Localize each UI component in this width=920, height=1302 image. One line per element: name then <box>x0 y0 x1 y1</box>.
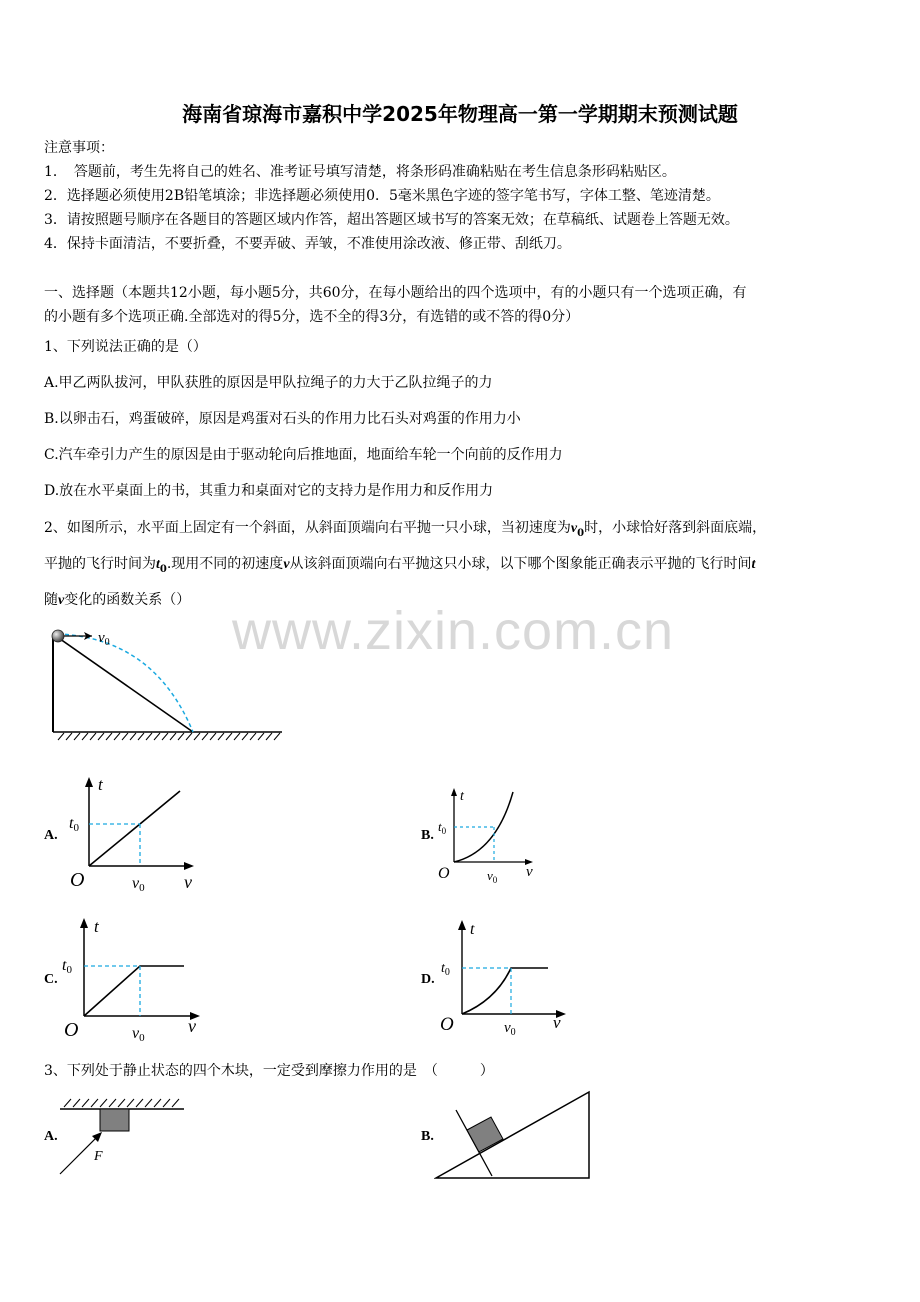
svg-text:t: t <box>94 917 99 936</box>
svg-text:t0: t0 <box>69 815 79 834</box>
option-a-label: A. <box>44 828 58 843</box>
incline-figure <box>44 622 294 746</box>
svg-text:t: t <box>460 789 464 804</box>
question-1-option-b: B.以卵击石，鸡蛋破碎，原因是鸡蛋对石头的作用力比石头对鸡蛋的作用力小 <box>44 411 521 427</box>
svg-text:v0: $v_0$ <box>504 1020 516 1038</box>
question-1-option-a: A.甲乙两队拔河，甲队获胜的原因是甲队拉绳子的力大于乙队拉绳子的力 <box>44 375 493 391</box>
svg-text:v: v <box>188 1016 196 1036</box>
page-title: 海南省琼海市嘉积中学2025年物理高一第一学期期末预测试题 <box>182 102 738 126</box>
notice-item: 3．请按照题号顺序在各题目的答题区域内作答，超出答题区域书写的答案无效；在草稿纸、试题卷上答题无效。 <box>44 212 739 228</box>
section-header: 的小题有多个选项正确.全部选对的得5分，选不全的得3分，有选错的或不答的得0分） <box>44 309 580 325</box>
wood-block <box>467 1117 503 1152</box>
notice-item: 1． 答题前，考生先将自己的姓名、准考证号填写清楚，将条形码准确粘贴在考生信息条形码粘贴区。 <box>44 164 676 180</box>
svg-text:F: F <box>94 1149 103 1164</box>
question-3-stem: 3、下列处于静止状态的四个木块，一定受到摩擦力作用的是 （ ） <box>44 1063 494 1079</box>
svg-text:O: O <box>440 1014 454 1035</box>
graph-b <box>434 784 544 888</box>
graph-d <box>438 914 570 1038</box>
svg-text:t0: $t_0$ <box>438 819 447 836</box>
option-b-label: B. <box>421 828 434 843</box>
svg-text:O: O <box>64 1019 79 1041</box>
svg-text:t0: $t_0$ <box>441 961 450 978</box>
force-arrow <box>60 1136 98 1174</box>
svg-text:v0: v0 <box>132 1025 145 1042</box>
graph-c-curve <box>84 966 184 1016</box>
svg-text:O: O <box>438 865 450 882</box>
q3-figure-b <box>434 1090 592 1182</box>
svg-text:O: O <box>70 869 85 891</box>
wood-block <box>100 1109 129 1131</box>
question-2-stem: 平抛的飞行时间为$t_0$.现用不同的初速度v从该斜面顶端向右平抛这只小球，以下哪个图象能正确表示平抛的飞行时间t <box>44 556 756 575</box>
svg-text:t0: t0 <box>62 957 72 976</box>
option-c-label: C. <box>44 972 58 987</box>
option-d-label: D. <box>421 972 435 987</box>
question-2-stem: 随v变化的函数关系（） <box>44 592 191 608</box>
graph-a-curve <box>89 791 180 866</box>
graph-c <box>62 912 204 1042</box>
svg-text:t: t <box>470 921 475 938</box>
svg-text:v: v <box>184 872 192 892</box>
question-1-option-c: C.汽车牵引力产生的原因是由于驱动轮向后推地面，地面给车轮一个向前的反作用力 <box>44 447 563 463</box>
q3-option-a-label: A. <box>44 1129 58 1144</box>
watermark: www.zixin.com.cn <box>232 601 675 661</box>
graph-a <box>62 772 204 896</box>
svg-text:v: v <box>526 864 533 880</box>
notice-heading: 注意事项： <box>44 140 114 156</box>
question-1-stem: 1、下列说法正确的是（） <box>44 339 207 355</box>
svg-text:t: t <box>98 775 103 794</box>
notice-item: 2．选择题必须使用2B铅笔填涂；非选择题必须使用0．5毫米黑色字迹的签字笔书写，字体工整、笔迹清楚。 <box>44 188 720 204</box>
notice-item: 4．保持卡面清洁，不要折叠，不要弄破、弄皱，不准使用涂改液、修正带、刮纸刀。 <box>44 236 571 252</box>
graph-d-curve <box>462 968 548 1014</box>
q3-figure-a <box>56 1092 188 1178</box>
ground-hatching <box>53 732 282 740</box>
svg-text:v0: $v_0$ <box>487 868 498 885</box>
question-2-stem: 2、如图所示，水平面上固定有一个斜面，从斜面顶端向右平抛一只小球，当初速度为$v_0$时，小球恰好落到斜面底端， <box>44 520 767 539</box>
v0-label: $v_0$ <box>98 630 110 648</box>
question-1-option-d: D.放在水平桌面上的书，其重力和桌面对它的支持力是作用力和反作用力 <box>44 483 494 499</box>
svg-text:v0: v0 <box>132 875 145 894</box>
incline <box>53 634 193 732</box>
svg-text:v: v <box>553 1013 561 1032</box>
incline-plane <box>436 1092 589 1178</box>
q3-option-b-label: B. <box>421 1129 434 1144</box>
ball <box>52 630 64 642</box>
section-header: 一、选择题（本题共12小题，每小题5分，共60分，在每小题给出的四个选项中，有的小题只有一个选项正确，有 <box>44 285 747 301</box>
